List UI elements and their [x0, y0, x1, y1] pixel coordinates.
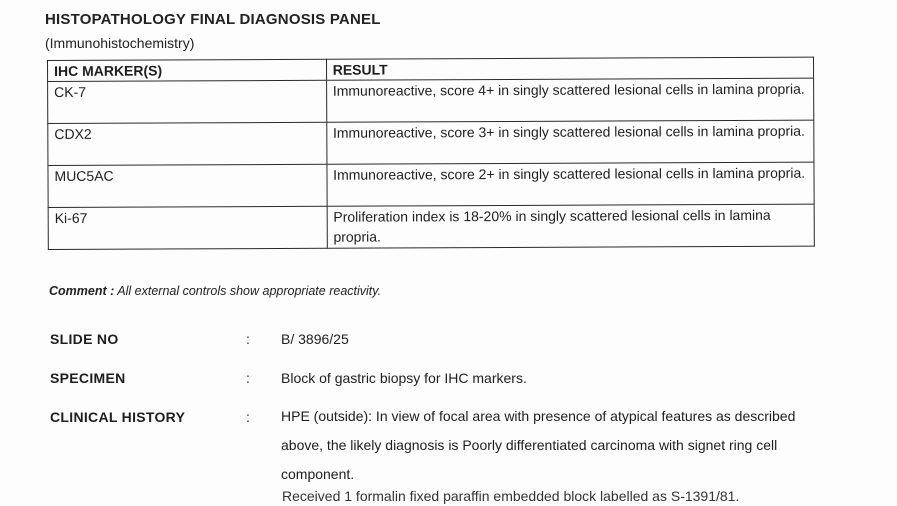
report-title: HISTOPATHOLOGY FINAL DIAGNOSIS PANEL	[45, 11, 381, 28]
marker-cell: CDX2	[48, 122, 327, 165]
result-cell: Proliferation index is 18-20% in singly scattered lesional cells in lamina propria.	[327, 204, 815, 248]
field-label: SLIDE NO	[50, 331, 119, 347]
report-subtitle: (Immunohistochemistry)	[45, 35, 195, 51]
field-colon: :	[246, 409, 250, 425]
result-cell: Immunoreactive, score 3+ in singly scattered lesional cells in lamina propria.	[326, 120, 814, 164]
marker-cell: CK-7	[48, 80, 327, 123]
field-label: CLINICAL HISTORY	[50, 409, 186, 425]
field-colon: :	[246, 331, 250, 347]
table-row	[48, 120, 814, 165]
column-header-result: RESULT	[326, 57, 813, 80]
result-cell: Immunoreactive, score 2+ in singly scattered lesional cells in lamina propria.	[327, 162, 815, 206]
marker-cell: MUC5AC	[48, 164, 327, 207]
column-header-marker: IHC MARKER(S)	[48, 59, 327, 81]
table-row	[48, 162, 814, 207]
comment-text: All external controls show appropriate reactivity.	[114, 284, 382, 298]
field-colon: :	[246, 370, 250, 386]
table-row	[48, 204, 814, 249]
cut-off-line: Received 1 formalin fixed paraffin embedded block labelled as S-1391/81.	[282, 488, 740, 504]
field-value: HPE (outside): In view of focal area with presence of atypical features as described above, the likely diagnosis is Poorly differentiated carcinoma with signet ring cell component.	[281, 408, 796, 482]
marker-cell: Ki-67	[48, 206, 327, 249]
comment-label: Comment :	[49, 284, 115, 298]
result-cell: Immunoreactive, score 4+ in singly scattered lesional cells in lamina propria.	[326, 78, 814, 122]
field-value: Block of gastric biopsy for IHC markers.	[281, 370, 527, 386]
field-label: SPECIMEN	[50, 370, 126, 386]
ihc-results-table	[47, 57, 815, 250]
field-value: B/ 3896/25	[281, 331, 349, 347]
comment-line	[49, 284, 381, 298]
table-row	[48, 78, 814, 123]
